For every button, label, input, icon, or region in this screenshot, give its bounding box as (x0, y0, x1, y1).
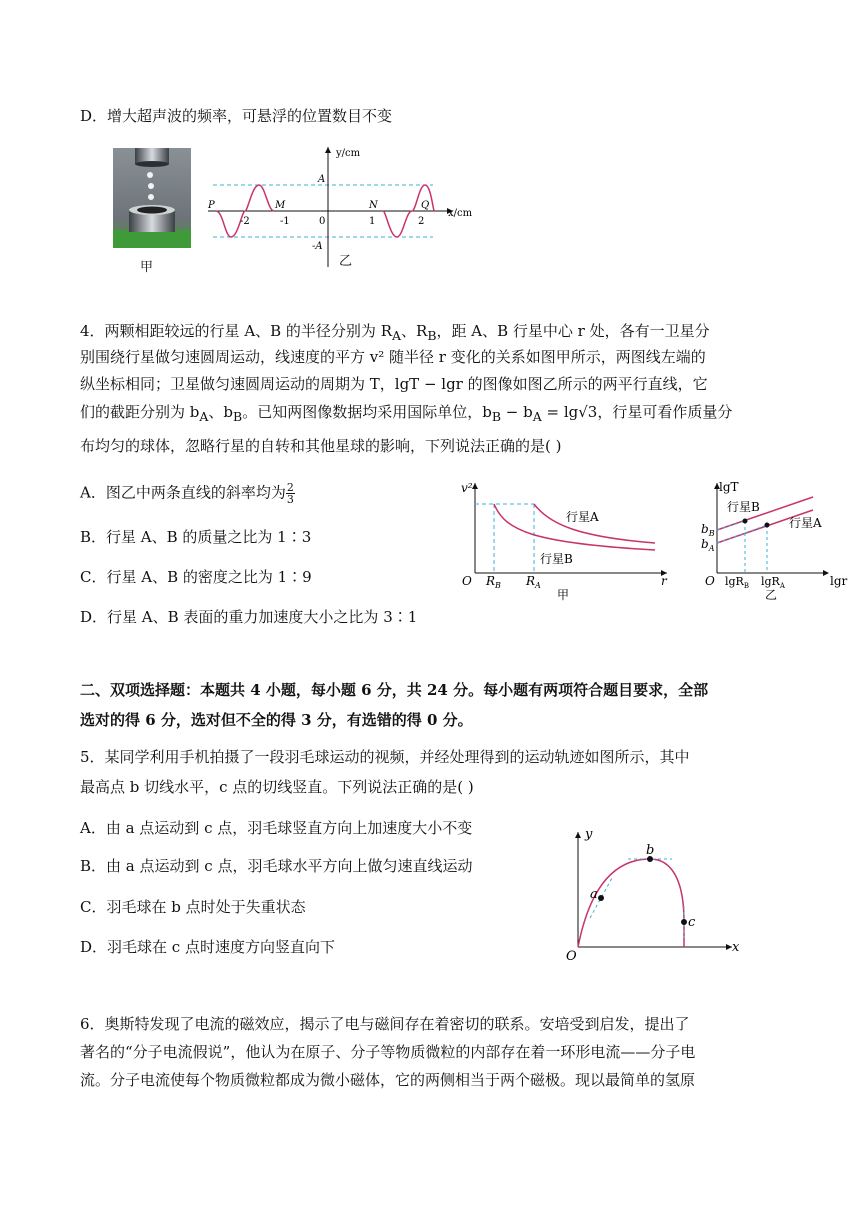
tick-0: 0 (319, 216, 326, 227)
tick-ba: b (701, 537, 709, 551)
lgT-lgr-graph (695, 475, 855, 605)
amp-pos: A (318, 174, 326, 185)
point-p: P (208, 200, 215, 211)
axis-x-label: x/cm (448, 208, 473, 219)
axis-y: y (585, 827, 593, 842)
origin-o-2: O (705, 574, 715, 588)
q5-option-b: B．由 a 点运动到 c 点，羽毛球水平方向上做匀速直线运动 (80, 857, 473, 875)
q5-option-d: D．羽毛球在 c 点时速度方向竖直向下 (80, 938, 335, 956)
q3-option-d: D．增大超声波的频率，可悬浮的位置数目不变 (80, 107, 393, 125)
tick-ra: R (526, 574, 536, 588)
axis-y-label: y/cm (336, 148, 361, 159)
tick-bb: b (701, 522, 709, 536)
point-m: M (275, 200, 286, 211)
fig-caption-jia: 甲 (140, 260, 154, 275)
q5-line-2: 最高点 b 切线水平，c 点的切线竖直。下列说法正确的是( ) (80, 778, 474, 796)
svg-text:RB: $R_B$ (486, 574, 501, 590)
point-c: c (688, 915, 696, 930)
q4-line-4: 们的截距分别为 $b_A$、$b_B$。已知两图像数据均采用国际单位，$b_B - b_A = \lg√3$，行星可看作质量分 (80, 403, 733, 424)
axis-x: x (732, 940, 740, 955)
fig-caption-yi: 乙 (339, 254, 353, 269)
label-planet-b-2: 行星B (727, 500, 760, 514)
levitation-photo (113, 148, 191, 248)
q5-line-1: 5．某同学利用手机拍摄了一段羽毛球运动的视频，并经处理得到的运动轨迹如图所示，其中 (80, 748, 690, 766)
origin: O (566, 949, 577, 964)
section-2-line-2: 选对的得 6 分，选对但不全的得 3 分，有选错的得 0 分。 (80, 711, 473, 729)
tick-m2: -2 (240, 216, 250, 227)
svg-text:lgRB: lgR$_B$ (725, 575, 749, 590)
label-planet-a: 行星A (566, 510, 599, 524)
caption-yi-2: 乙 (765, 588, 778, 602)
caption-jia: 甲 (557, 588, 570, 602)
section-2-line-1: 二、双项选择题：本题共 4 小题，每小题 6 分，共 24 分。每小题有两项符合题目要求，全部 (80, 681, 709, 699)
q4-line-2: 别围绕行星做匀速圆周运动，线速度的平方 v² 随半径 r 变化的关系如图甲所示，两图线左端的 (80, 348, 706, 366)
q4-line-3: 纵坐标相同；卫星做匀速圆周运动的周期为 T，lgT − lgr 的图像如图乙所示的两平行直线，它 (80, 375, 708, 393)
axis-lgr: lgr (830, 574, 848, 588)
label-planet-b: 行星B (540, 552, 573, 566)
svg-text:RA: $R_A$ (526, 574, 541, 590)
tick-lgra: lgR (761, 575, 780, 588)
q4-option-a: A．图乙中两条直线的斜率均为 $\frac{2}{3}$ (80, 481, 294, 506)
tick-lgrb: lgR (725, 575, 744, 588)
tick-rb: R (486, 574, 496, 588)
axis-lgT: lgT (719, 480, 739, 494)
svg-text:lgRA: lgR$_A$ (761, 575, 785, 590)
q6-line-1: 6．奥斯特发现了电流的磁效应，揭示了电与磁间存在着密切的联系。安培受到启发，提出了 (80, 1015, 690, 1033)
tick-m1: -1 (280, 216, 290, 227)
point-n: N (369, 200, 378, 211)
point-a: a (590, 887, 598, 902)
trajectory-graph (560, 826, 750, 966)
label-planet-a-2: 行星A (789, 516, 822, 530)
point-b: b (646, 843, 655, 858)
point-q: Q (421, 200, 430, 211)
q4-option-c: C．行星 A、B 的密度之比为 1∶9 (80, 568, 312, 586)
q6-line-3: 流。分子电流使每个物质微粒都成为微小磁体，它的两侧相当于两个磁极。现以最简单的氢原 (80, 1071, 696, 1089)
tick-2: 2 (418, 216, 425, 227)
svg-text:bA: $b_A$ (701, 537, 715, 553)
tick-1: 1 (369, 216, 376, 227)
axis-r: r (661, 574, 667, 588)
origin-o: O (462, 574, 472, 588)
axis-v2: v² (461, 481, 473, 495)
q4-option-b: B．行星 A、B 的质量之比为 1∶3 (80, 528, 312, 546)
v2-r-graph (450, 475, 675, 605)
q5-option-a: A．由 a 点运动到 c 点，羽毛球竖直方向上加速度大小不变 (80, 819, 473, 837)
q4-line-5: 布均匀的球体，忽略行星的自转和其他星球的影响，下列说法正确的是( ) (80, 437, 562, 455)
q6-line-2: 著名的“分子电流假说”，他认为在原子、分子等物质微粒的内部存在着一环形电流——分子电 (80, 1043, 696, 1061)
amp-neg: -A (312, 241, 323, 252)
q4-option-d: D．行星 A、B 表面的重力加速度大小之比为 3∶1 (80, 608, 418, 626)
q5-option-c: C．羽毛球在 b 点时处于失重状态 (80, 898, 306, 916)
q4-line-1: 4．两颗相距较远的行星 A、B 的半径分别为 $R_A$、$R_B$，距 A、B 行星中心 r 处，各有一卫星分 (80, 322, 710, 343)
svg-text:bB: $b_B$ (701, 522, 715, 538)
